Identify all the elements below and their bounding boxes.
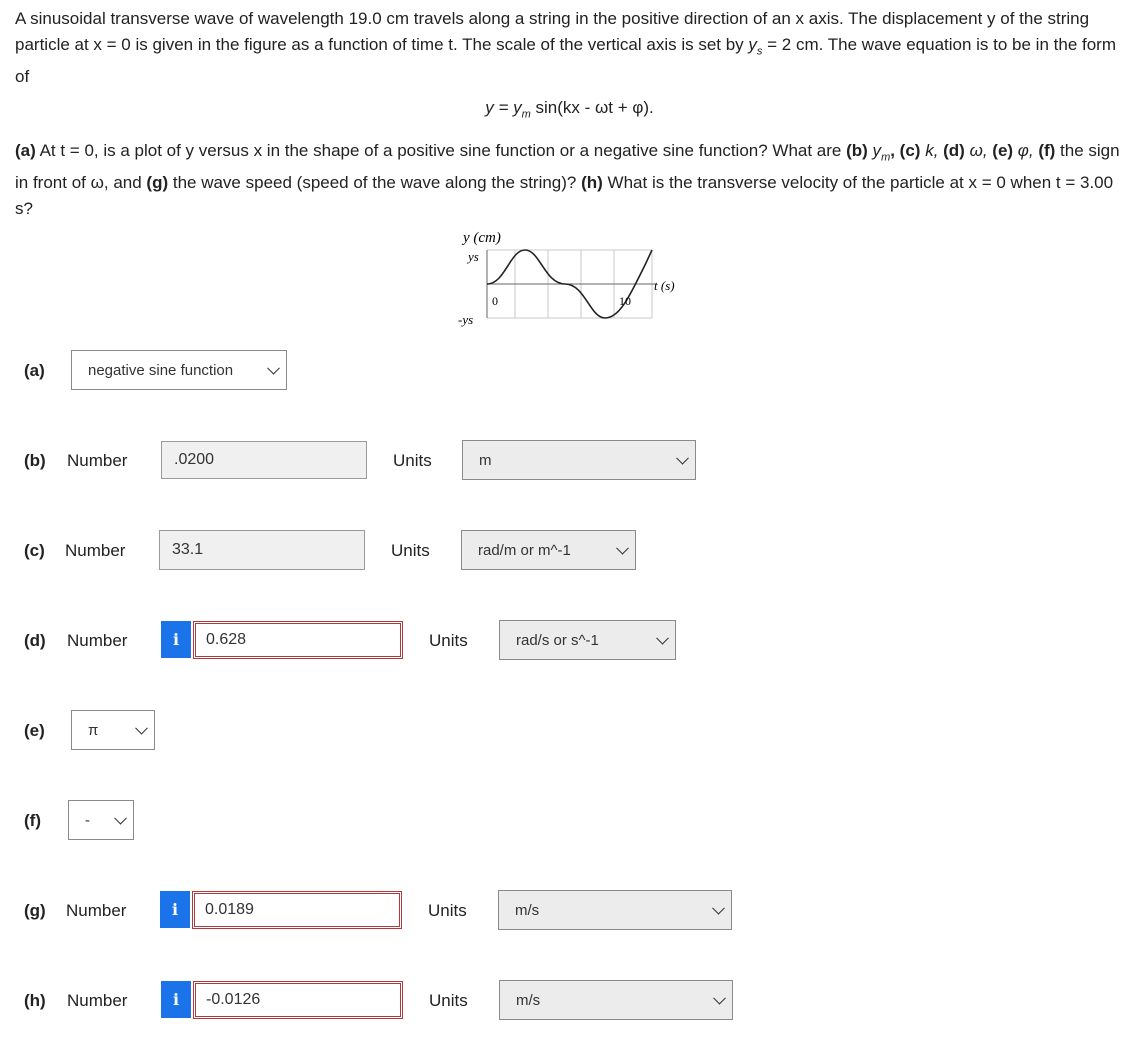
- info-icon[interactable]: i: [161, 981, 191, 1018]
- part-g-label: (g): [24, 901, 46, 920]
- part-h-units-label: Units: [429, 991, 468, 1010]
- ys-symbol: $y_s$: [748, 35, 763, 58]
- part-g-units-label: Units: [428, 901, 467, 920]
- part-c-unit-value: rad/m or m^-1: [478, 541, 571, 559]
- part-c-number-input[interactable]: 33.1: [159, 530, 365, 570]
- part-f-label: (f): [24, 811, 41, 830]
- part-c-units-label: Units: [391, 541, 430, 560]
- problem-statement: [15, 6, 1133, 90]
- ys-label: ys: [468, 249, 479, 264]
- part-g-number-label: Number: [66, 901, 127, 920]
- wave-equation: $y = y_m$ sin(kx - ωt + φ).: [485, 98, 654, 121]
- chevron-down-icon: [267, 362, 280, 375]
- info-icon[interactable]: i: [161, 621, 191, 658]
- part-h-units-select[interactable]: [499, 980, 733, 1020]
- origin-label: 0: [492, 294, 498, 308]
- chevron-down-icon: [656, 632, 669, 645]
- part-b-number-input[interactable]: .0200: [161, 441, 367, 479]
- part-b-unit-value: m: [479, 451, 492, 469]
- info-icon[interactable]: i: [160, 891, 190, 928]
- part-h-number-input[interactable]: -0.0126: [193, 981, 403, 1019]
- y-axis-label: y (cm): [463, 230, 501, 246]
- part-f-select-value: -: [85, 811, 90, 829]
- part-d-number-label: Number: [67, 631, 128, 650]
- part-b-number-label: Number: [67, 451, 128, 470]
- part-d-label: (d): [24, 631, 46, 650]
- tick-10-label: 10: [619, 294, 631, 308]
- chevron-down-icon: [616, 542, 629, 555]
- part-b-units-select[interactable]: [462, 440, 696, 480]
- chevron-down-icon: [135, 722, 148, 735]
- problem-text-2: = 2 cm. The wave equation is to be in the form of: [15, 35, 1116, 87]
- part-a-select-value: negative sine function: [88, 361, 234, 379]
- part-e-select-value: π: [88, 721, 99, 739]
- chevron-down-icon: [676, 452, 689, 465]
- wave-figure: [455, 225, 695, 340]
- part-c-number-label: Number: [65, 541, 126, 560]
- neg-ys-label: -ys: [458, 312, 474, 327]
- t-axis-label: t (s): [654, 278, 675, 293]
- part-d-units-select[interactable]: [499, 620, 676, 660]
- part-a-label: (a): [24, 361, 45, 380]
- part-h-label: (h): [24, 991, 46, 1010]
- question-text: (a) At t = 0, is a plot of y versus x in the shape of a positive sine function or a negative sine function? What are (b) $y_m$, (c) k, (d) ω, (e) φ, (f) the sign in front of ω, and (g) the wave speed (speed of the wave along the string)? (h) What is the transverse velocity of the particle at x = 0 when t = 3.00 s?: [15, 141, 1120, 219]
- part-f-select[interactable]: [68, 800, 134, 840]
- part-c-label: (c): [24, 541, 45, 560]
- part-b-units-label: Units: [393, 451, 432, 470]
- part-a-select[interactable]: [71, 350, 287, 390]
- part-c-units-select[interactable]: [461, 530, 636, 570]
- part-d-unit-value: rad/s or s^-1: [516, 631, 599, 649]
- part-d-units-label: Units: [429, 631, 468, 650]
- part-h-number-label: Number: [67, 991, 128, 1010]
- part-e-label: (e): [24, 721, 45, 740]
- chevron-down-icon: [713, 992, 726, 1005]
- chevron-down-icon: [114, 812, 127, 825]
- part-b-label: (b): [24, 451, 46, 470]
- part-d-number-input[interactable]: 0.628: [193, 621, 403, 659]
- part-g-number-input[interactable]: 0.0189: [192, 891, 402, 929]
- problem-text-1: A sinusoidal transverse wave of wavelength 19.0 cm travels along a string in the positive direction of an x axis. The displacement y of the string particle at x = 0 is given in the figure as a function of time t. The scale of the vertical axis is set by: [15, 9, 1090, 54]
- part-g-unit-value: m/s: [515, 901, 540, 919]
- part-h-unit-value: m/s: [516, 991, 541, 1009]
- part-e-select[interactable]: [71, 710, 155, 750]
- chevron-down-icon: [712, 902, 725, 915]
- part-g-units-select[interactable]: [498, 890, 732, 930]
